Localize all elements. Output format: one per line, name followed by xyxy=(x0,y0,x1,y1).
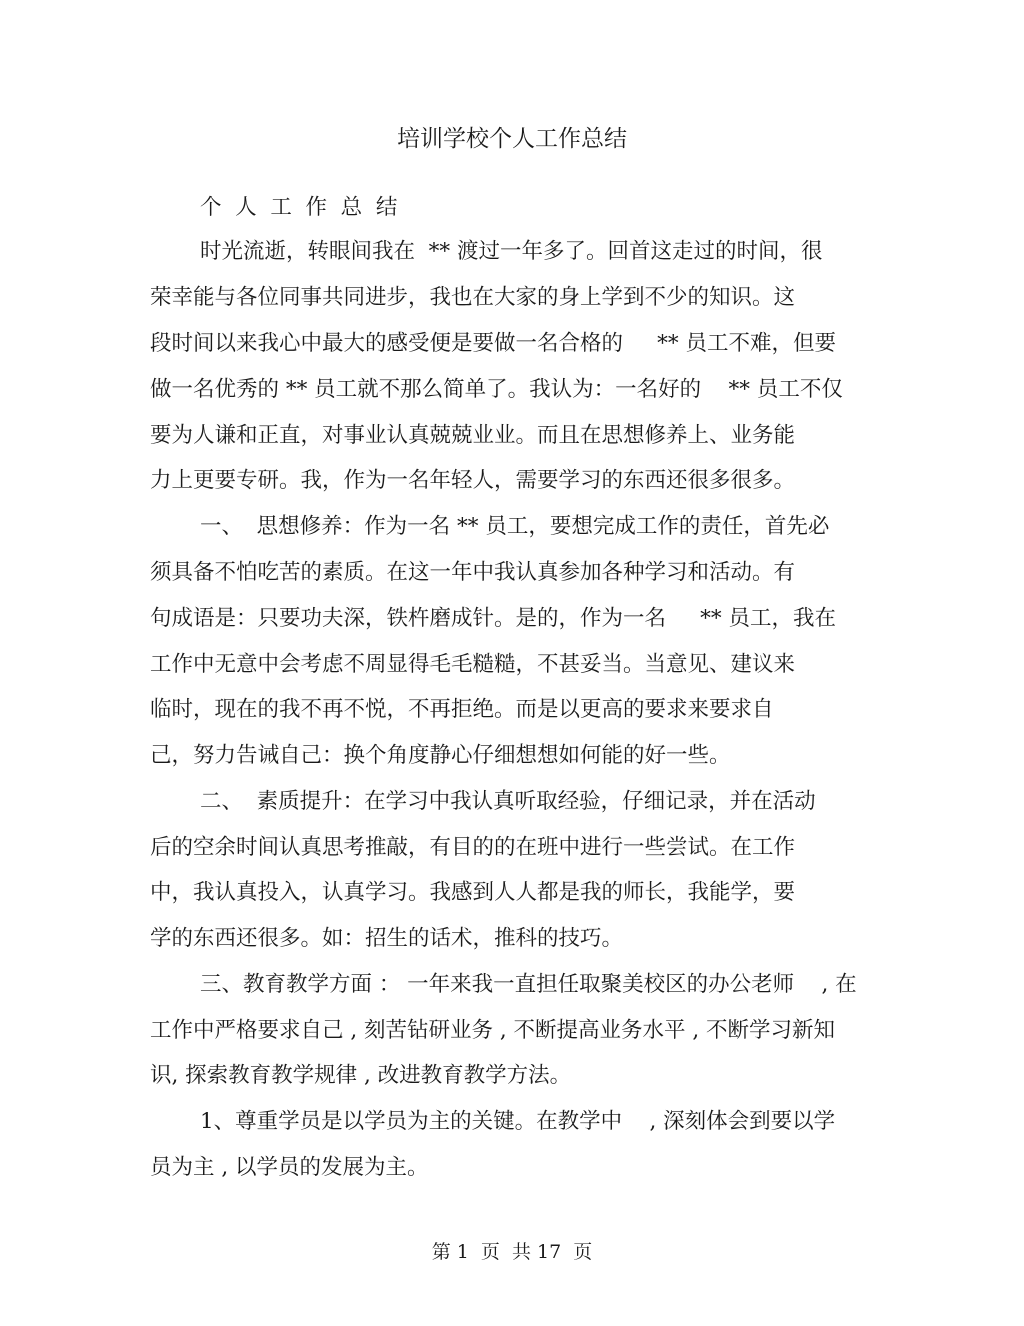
paragraph-line: 段时间以来我心中最大的感受便是要做一名合格的 ** 员工不难，但要 xyxy=(150,331,837,356)
paragraph-line: 工作中无意中会考虑不周显得毛毛糙糙，不甚妥当。当意见、建议来 xyxy=(150,652,796,677)
paragraph-line: 学的东西还很多。如：招生的话术，推科的技巧。 xyxy=(150,926,624,951)
paragraph-line: 二、 素质提升：在学习中我认真听取经验，仔细记录，并在活动 xyxy=(200,789,816,814)
paragraph-line: 句成语是：只要功夫深，铁杵磨成针。是的，作为一名 ** 员工，我在 xyxy=(150,606,837,631)
paragraph-line: 一、 思想修养：作为一名 ** 员工，要想完成工作的责任，首先必 xyxy=(200,514,830,539)
paragraph-line: 识, 探索教育教学规律 , 改进教育教学方法。 xyxy=(150,1063,572,1088)
section-heading: 个 人 工 作 总 结 xyxy=(200,195,398,220)
paragraph-line: 后的空余时间认真思考推敲，有目的的在班中进行一些尝试。在工作 xyxy=(150,835,796,860)
paragraph-line: 要为人谦和正直，对事业认真兢兢业业。而且在思想修养上、业务能 xyxy=(150,423,796,448)
paragraph-line: 力上更要专研。我，作为一名年轻人，需要学习的东西还很多很多。 xyxy=(150,468,796,493)
document-title: 培训学校个人工作总结 xyxy=(397,126,627,152)
paragraph-line: 中，我认真投入，认真学习。我感到人人都是我的师长，我能学，要 xyxy=(150,880,796,905)
paragraph-line: 员为主 , 以学员的发展为主。 xyxy=(150,1155,429,1180)
paragraph-line: 做一名优秀的 ** 员工就不那么简单了。我认为：一名好的 ** 员工不仅 xyxy=(150,377,843,402)
paragraph-line: 时光流逝，转眼间我在 ** 渡过一年多了。回首这走过的时间，很 xyxy=(200,239,823,264)
paragraph-line: 三、教育教学方面 ： 一年来我一直担任取聚美校区的办公老师 , 在 xyxy=(200,972,857,997)
paragraph-line: 须具备不怕吃苦的素质。在这一年中我认真参加各种学习和活动。有 xyxy=(150,560,796,585)
paragraph-line: 1、尊重学员是以学员为主的关键。在教学中 , 深刻体会到要以学 xyxy=(200,1109,836,1134)
paragraph-line: 己，努力告诫自己：换个角度静心仔细想想如何能的好一些。 xyxy=(150,743,731,768)
page-number: 第 1 页 共 17 页 xyxy=(431,1241,593,1263)
paragraph-line: 荣幸能与各位同事共同进步，我也在大家的身上学到不少的知识。这 xyxy=(150,285,796,310)
paragraph-line: 临时，现在的我不再不悦，不再拒绝。而是以更高的要求来要求自 xyxy=(150,697,774,722)
paragraph-line: 工作中严格要求自己 , 刻苦钻研业务 , 不断提高业务水平 , 不断学习新知 xyxy=(150,1018,836,1043)
